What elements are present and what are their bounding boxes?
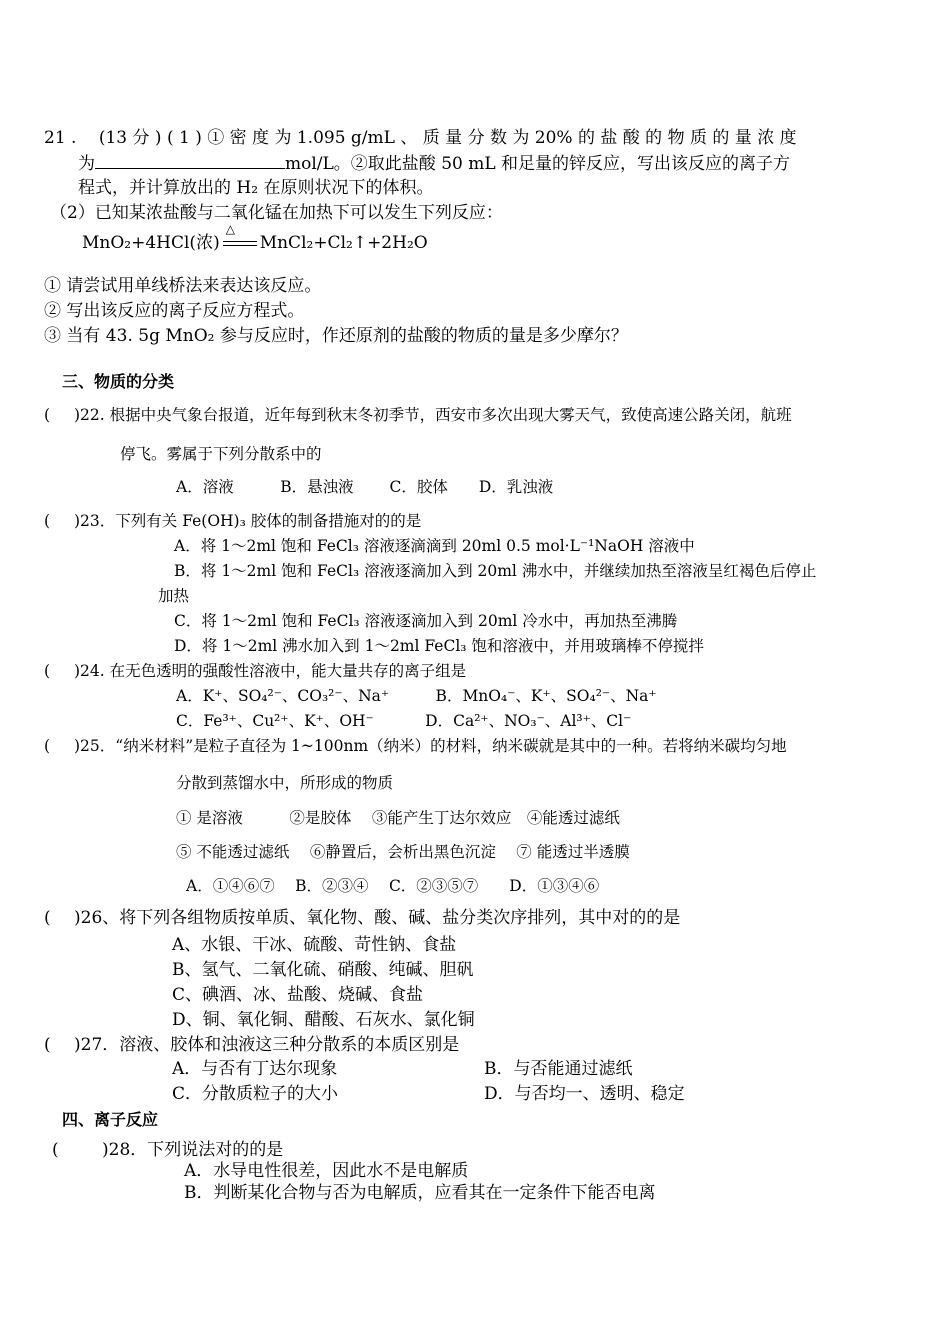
q26-stem-text: )26、将下列各组物质按单质、氧化物、酸、碱、盐分类次序排列，其中对的的是 <box>74 908 681 928</box>
q28-option-a: A．水导电性很差，因此水不是电解质 <box>184 1161 469 1181</box>
q21-sub2: ② 写出该反应的离子反应方程式。 <box>44 301 305 321</box>
q25-line1 <box>44 736 787 756</box>
answer-paren[interactable]: ( <box>44 512 51 530</box>
q22-stem2: 停飞。雾属于下列分散系中的 <box>120 445 322 463</box>
answer-paren[interactable]: ( <box>52 1140 59 1160</box>
q27-stem-text: )27．溶液、胶体和浊液这三种分散系的本质区别是 <box>74 1035 460 1055</box>
q22-options: A．溶液 B．悬浊液 C．胶体 D．乳浊液 <box>176 478 554 496</box>
q28-option-b: B．判断某化合物与否为电解质，应看其在一定条件下能否电离 <box>184 1183 656 1203</box>
equation-right: MnCl₂+Cl₂↑+2H₂O <box>259 233 428 253</box>
q21-line2-post: mol/L。②取此盐酸 50 mL 和足量的锌反应，写出该反应的离子方 <box>285 154 791 174</box>
q26-option-b: B、氢气、二氧化硫、硝酸、纯碱、胆矾 <box>172 960 474 980</box>
q21-line2 <box>78 153 790 174</box>
q23-stem <box>44 511 421 531</box>
q26-option-c: C、碘酒、冰、盐酸、烧碱、食盐 <box>172 985 424 1005</box>
q24-options-ab: A．K⁺、SO₄²⁻、CO₃²⁻、Na⁺ B．MnO₄⁻、K⁺、SO₄²⁻、Na⁺ <box>176 687 657 705</box>
q27-option-c: C．分散质粒子的大小 <box>172 1084 339 1104</box>
q23-option-d: D．将 1～2ml 沸水加入到 1～2ml FeCl₃ 饱和溶液中，并用玻璃棒不停搅拌 <box>174 637 704 655</box>
q23-option-a: A．将 1～2ml 饱和 FeCl₃ 溶液逐滴滴到 20ml 0.5 mol·L⁻¹NaOH 溶液中 <box>174 537 695 555</box>
q21-line4: （2）已知某浓盐酸与二氧化锰在加热下可以发生下列反应： <box>50 203 503 223</box>
q27-option-d: D．与否均一、透明、稳定 <box>484 1084 685 1104</box>
q22-line1 <box>44 405 792 425</box>
q26-option-a: A、水银、干冰、硫酸、苛性钠、食盐 <box>172 935 457 955</box>
reaction-equation <box>82 222 428 253</box>
answer-blank[interactable] <box>95 153 285 169</box>
answer-paren[interactable]: ( <box>44 1035 51 1055</box>
section-title-3: 三、物质的分类 <box>62 372 175 391</box>
q24-options-cd: C．Fe³⁺、Cu²⁺、K⁺、OH⁻ D．Ca²⁺、NO₃⁻、Al³⁺、Cl⁻ <box>176 712 632 730</box>
q26-option-d: D、铜、氧化铜、醋酸、石灰水、氯化铜 <box>172 1010 475 1030</box>
q25-items2: ⑤ 不能透过滤纸 ⑥静置后，会析出黑色沉淀 ⑦ 能透过半透膜 <box>176 843 630 861</box>
q21-line3: 程式，并计算放出的 H₂ 在原则状况下的体积。 <box>78 178 434 198</box>
q21-sub3: ③ 当有 43. 5g MnO₂ 参与反应时，作还原剂的盐酸的物质的量是多少摩尔？ <box>44 326 628 346</box>
q27-option-a: A．与否有丁达尔现象 <box>172 1059 338 1079</box>
q25-options: A．①④⑥⑦ B．②③④ C．②③⑤⑦ D．①③④⑥ <box>186 877 600 895</box>
heat-symbol <box>220 222 260 253</box>
q25-items1: ① 是溶液 ②是胶体 ③能产生丁达尔效应 ④能透过滤纸 <box>176 809 620 827</box>
answer-paren[interactable]: ( <box>44 406 51 424</box>
q21-line2-pre: 为 <box>78 154 95 174</box>
q22-stem1: )22. 根据中央气象台报道，近年每到秋末冬初季节，西安市多次出现大雾天气，致使高速公路关闭，航班 <box>74 406 792 424</box>
equation-left: MnO₂+4HCl(浓) <box>82 233 220 253</box>
answer-paren[interactable]: ( <box>44 737 51 755</box>
heat-triangle-icon: △ <box>225 222 235 236</box>
q28-stem <box>52 1140 283 1160</box>
q24-stem <box>44 661 466 681</box>
q24-stem-text: )24. 在无色透明的强酸性溶液中，能大量共存的离子组是 <box>74 662 467 680</box>
answer-paren[interactable]: ( <box>44 908 51 928</box>
answer-paren[interactable]: ( <box>44 662 51 680</box>
q23-option-c: C．将 1～2ml 饱和 FeCl₃ 溶液逐滴加入到 20ml 冷水中，再加热至沸腾 <box>174 612 678 630</box>
q28-stem-text: )28．下列说法对的的是 <box>102 1140 284 1160</box>
q27-stem <box>44 1035 459 1055</box>
q26-stem <box>44 908 680 928</box>
q25-stem1: )25．“纳米材料”是粒子直径为 1~100nm（纳米）的材料，纳米碳就是其中的一种。若将纳米碳均匀地 <box>74 737 787 755</box>
q23-option-b1: B．将 1～2ml 饱和 FeCl₃ 溶液逐滴加入到 20ml 沸水中，并继续加热至溶液呈红褐色后停止 <box>174 562 817 580</box>
q23-option-b2: 加热 <box>158 587 190 605</box>
q21-sub1: ① 请尝试用单线桥法来表达该反应。 <box>44 276 322 296</box>
q21-line1: 21 . (13 分 ) ( 1 ) ① 密 度 为 1.095 g/mL 、 质 量 分 数 为 20% 的 盐 酸 的 物 质 的 量 浓 度 <box>44 128 797 148</box>
q23-stem-text: )23．下列有关 Fe(OH)₃ 胶体的制备措施对的的是 <box>74 512 422 530</box>
q25-stem2: 分散到蒸馏水中，所形成的物质 <box>176 774 394 792</box>
q27-option-b: B．与否能通过滤纸 <box>484 1059 633 1079</box>
section-title-4: 四、离子反应 <box>62 1110 159 1129</box>
